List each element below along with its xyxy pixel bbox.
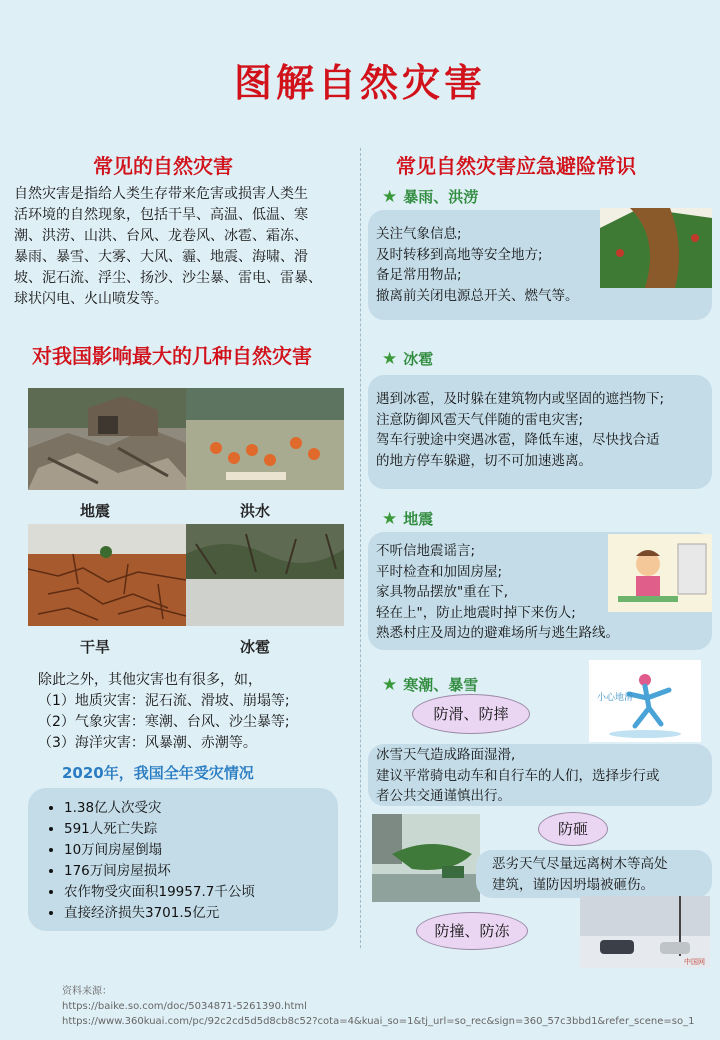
quake-illustration — [608, 534, 712, 612]
source-link[interactable]: https://baike.so.com/doc/5034871-5261390.html — [62, 1001, 307, 1012]
photo-label-flood: 洪水 — [239, 502, 270, 520]
sign-text: 小心地滑 — [597, 693, 634, 703]
stats-item: • 农作物受灾面积19957.7千公顷 — [64, 882, 338, 903]
text-line: （3）海洋灾害：风暴潮、赤潮等。 — [38, 735, 257, 751]
quake-category — [382, 508, 433, 529]
star-icon: ★ — [382, 349, 398, 369]
source-info — [62, 984, 694, 1029]
text-line: 建议平常骑电动车和自行车的人们，选择步行或 — [376, 767, 660, 784]
hail-label: 冰雹 — [403, 350, 434, 368]
quake-label: 地震 — [403, 510, 434, 528]
text-line: 暴雨、暴雪、大雾、大风、霾、地震、海啸、滑 — [14, 249, 308, 265]
stats-title: 2020年，我国全年受灾情况 — [62, 764, 254, 782]
rain-label: 暴雨、洪涝 — [403, 188, 479, 206]
text-line: 恶劣天气尽量远离树木等高处 — [492, 856, 668, 872]
text-line: 驾车行驶途中突遇冰雹，降低车速，尽快找合适 — [376, 432, 660, 448]
source-label: 资料来源： — [62, 986, 112, 997]
source-link[interactable]: https://www.360kuai.com/pc/92c2cd5d5d8cb8c52?cota=4&kuai_so=1&tj_url=so_rec&sign=360_57c3bbd1&refer_scene=so_1 — [62, 1016, 695, 1027]
landslide-illustration — [600, 208, 712, 288]
text-line: 平时检查和加固房屋; — [376, 563, 503, 580]
cold-category — [382, 674, 478, 695]
hail-photo — [186, 524, 344, 626]
text-line: 自然灾害是指给人类生存带来危害或损害人类生 — [14, 186, 308, 202]
star-icon: ★ — [382, 675, 398, 695]
common-disasters-text — [14, 184, 354, 310]
cold-label: 寒潮、暴雪 — [403, 676, 479, 694]
text-line: 建筑，谨防因坍塌被砸伤。 — [492, 876, 654, 893]
text-line: （1）地质灾害：泥石流、滑坡、崩塌等; — [38, 693, 290, 709]
text-line: 球状闪电、火山喷发等。 — [14, 291, 168, 307]
stats-box — [28, 788, 338, 931]
photo-label-hail: 冰雹 — [239, 638, 270, 656]
watermark: 中国网 — [684, 958, 705, 966]
text-line: （2）气象灾害：寒潮、台风、沙尘暴等; — [38, 714, 290, 730]
bubble-anti-collision: 防撞、防冻 — [416, 912, 528, 950]
text-line: 不听信地震谣言; — [376, 543, 476, 559]
text-line: 潮、洪涝、山洪、台风、龙卷风、冰雹、霜冻、 — [14, 228, 308, 244]
star-icon: ★ — [382, 187, 398, 207]
text-line: 者公共交通谨慎出行。 — [376, 788, 511, 804]
flood-photo — [186, 388, 344, 490]
slippery-sign-illustration — [589, 660, 701, 742]
text-line: 撤离前关闭电源总开关、燃气等。 — [376, 287, 579, 304]
text-line: 冰雪天气造成路面湿滑, — [376, 747, 516, 763]
stats-item: • 176万间房屋损坏 — [64, 861, 338, 882]
star-icon: ★ — [382, 509, 398, 529]
text-line: 遇到冰雹，及时躲在建筑物内或坚固的遮挡物下; — [376, 391, 665, 407]
stats-item: • 1.38亿人次受灾 — [64, 798, 338, 819]
bubble-anti-slip: 防滑、防摔 — [412, 694, 530, 734]
rain-category — [382, 186, 478, 207]
cold-box — [368, 744, 712, 806]
stats-list — [28, 788, 338, 924]
column-divider — [360, 148, 361, 948]
text-line: 活环境的自然现象，包括干旱、高温、低温、寒 — [14, 207, 308, 223]
major-disasters-title: 对我国影响最大的几种自然灾害 — [32, 344, 312, 368]
bubble-anti-crush: 防砸 — [538, 812, 608, 846]
drought-photo — [28, 524, 186, 626]
hail-category — [382, 348, 433, 369]
hail-box — [368, 375, 712, 489]
earthquake-photo — [28, 388, 186, 490]
text-line: 家具物品摆放"重在下, — [376, 584, 509, 600]
text-line: 熟悉村庄及周边的避难场所与逃生路线。 — [376, 625, 619, 641]
text-line: 轻在上"，防止地震时掉下来伤人; — [376, 604, 576, 621]
text-line: 的地方停车躲避，切不可加速逃离。 — [376, 452, 592, 469]
photo-label-drought: 干旱 — [79, 638, 110, 656]
text-line: 坡、泥石流、浮尘、扬沙、沙尘暴、雷电、雷暴、 — [14, 270, 322, 286]
crush-box — [476, 850, 712, 898]
text-line: 及时转移到高地等安全地方; — [376, 246, 543, 263]
common-disasters-title: 常见的自然灾害 — [93, 154, 233, 178]
stats-item: • 直接经济损失3701.5亿元 — [64, 903, 338, 924]
other-disasters-text — [38, 670, 358, 754]
stats-item: • 591人死亡失踪 — [64, 819, 338, 840]
text-line: 除此之外，其他灾害也有很多，如， — [38, 672, 262, 688]
page-title: 图解自然灾害 — [233, 61, 486, 105]
fallen-tree-photo — [372, 814, 480, 902]
text-line: 备足常用物品; — [376, 267, 462, 283]
text-line: 关注气象信息; — [376, 226, 462, 242]
text-line: 注意防御风雹天气伴随的雷电灾害; — [376, 411, 584, 428]
photo-label-earthquake: 地震 — [79, 502, 110, 520]
snow-road-photo — [580, 896, 710, 968]
emergency-title: 常见自然灾害应急避险常识 — [396, 154, 636, 178]
stats-item: • 10万间房屋倒塌 — [64, 840, 338, 861]
